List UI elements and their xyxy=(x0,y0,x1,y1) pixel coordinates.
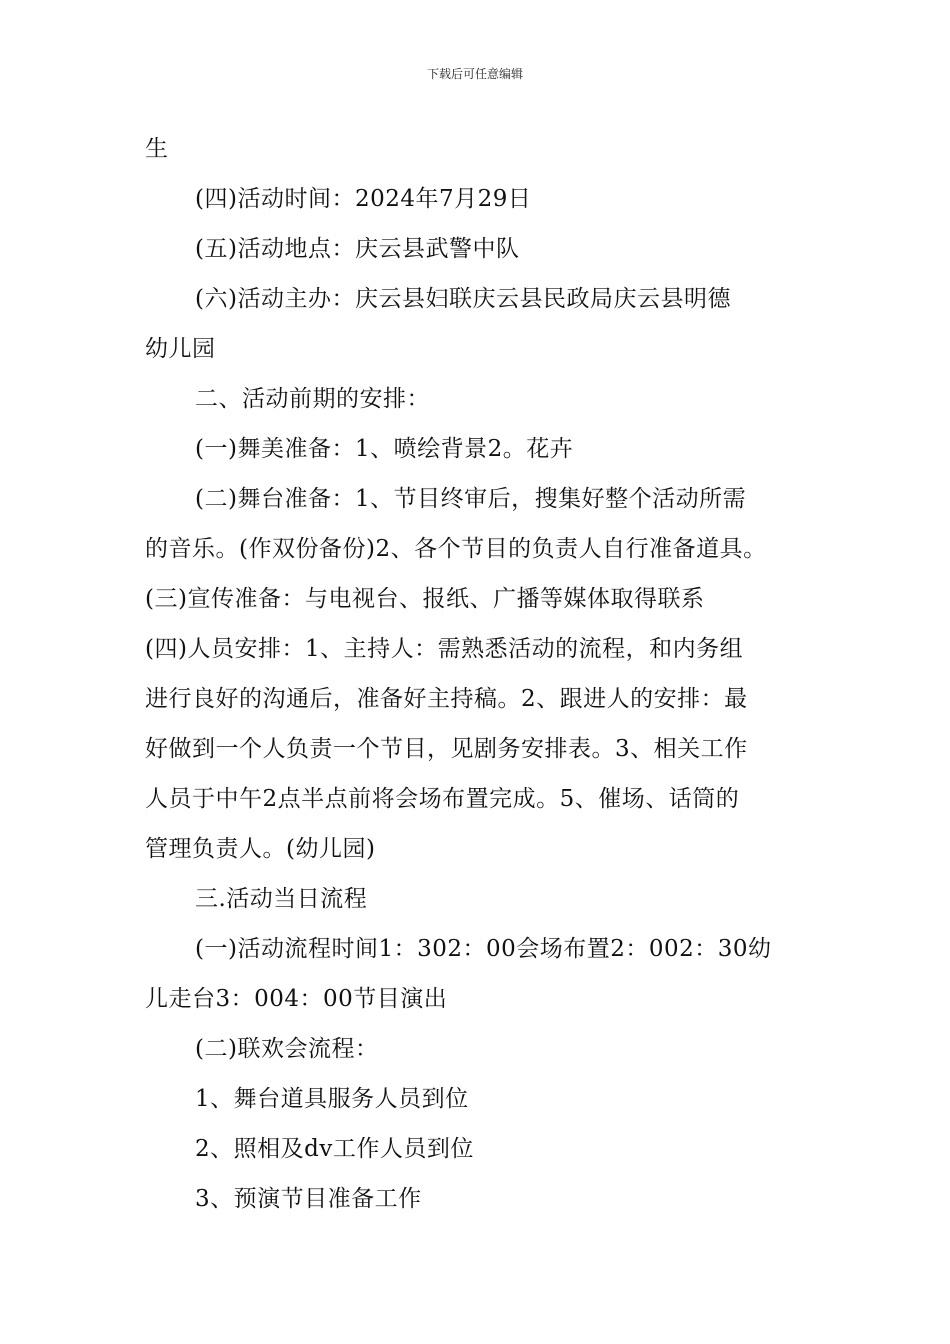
text-line: 好做到一个人负责一个节目，见剧务安排表。3、相关工作 xyxy=(145,736,748,762)
section-heading: 三.活动当日流程 xyxy=(195,886,368,912)
text-line: 幼儿园 xyxy=(145,336,216,362)
list-item: 2、照相及dv工作人员到位 xyxy=(195,1136,474,1162)
text-line: 人员于中午2点半点前将会场布置完成。5、催场、话筒的 xyxy=(145,786,740,812)
text-line: 的音乐。(作双份备份)2、各个节目的负责人自行准备道具。 xyxy=(145,536,767,562)
text-line: (二)舞台准备：1、节目终审后，搜集好整个活动所需 xyxy=(195,486,747,512)
text-line: (四)人员安排：1、主持人：需熟悉活动的流程，和内务组 xyxy=(145,636,744,662)
text-line: 管理负责人。(幼儿园) xyxy=(145,836,376,862)
text-line: (一)舞美准备：1、喷绘背景2。花卉 xyxy=(195,436,574,462)
text-line: (三)宣传准备：与电视台、报纸、广播等媒体取得联系 xyxy=(145,586,705,612)
section-heading: 二、活动前期的安排： xyxy=(195,386,430,412)
list-item: 1、舞台道具服务人员到位 xyxy=(195,1086,469,1112)
document-body xyxy=(145,124,810,1224)
text-line: (四)活动时间：2024年7月29日 xyxy=(195,186,532,212)
text-line: 进行良好的沟通后，准备好主持稿。2、跟进人的安排：最 xyxy=(145,686,748,712)
text-line: 生 xyxy=(145,136,169,162)
text-line: (五)活动地点：庆云县武警中队 xyxy=(195,236,520,262)
page-header: 下载后可任意编辑 xyxy=(426,67,523,81)
text-line: (二)联欢会流程： xyxy=(195,1036,379,1062)
text-line: 儿走台3：004：00节目演出 xyxy=(145,986,448,1012)
list-item: 3、预演节目准备工作 xyxy=(195,1186,422,1212)
text-line: (六)活动主办：庆云县妇联庆云县民政局庆云县明德 xyxy=(195,286,731,312)
text-line: (一)活动流程时间1：302：00会场布置2：002：30幼 xyxy=(195,936,772,962)
